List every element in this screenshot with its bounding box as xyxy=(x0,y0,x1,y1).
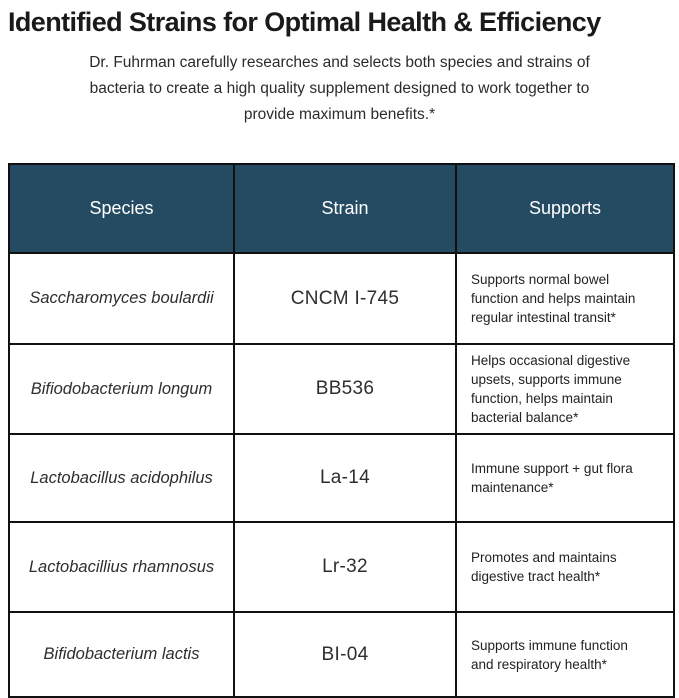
strain-cell: BI-04 xyxy=(234,612,456,697)
table-row xyxy=(9,253,674,344)
supports-cell: Promotes and maintains digestive tract health* xyxy=(456,522,674,612)
strains-table xyxy=(8,163,675,698)
table-row xyxy=(9,344,674,434)
page-subtitle: Dr. Fuhrman carefully researches and selects both species and strains of bacteria to create a high quality supplement designed to work together to provide maximum benefits.* xyxy=(89,54,590,123)
column-header-supports: Supports xyxy=(456,164,674,253)
supports-cell: Immune support + gut flora maintenance* xyxy=(456,434,674,522)
supports-cell: Helps occasional digestive upsets, supports immune function, helps maintain bacterial balance* xyxy=(456,344,674,434)
column-header-strain: Strain xyxy=(234,164,456,253)
column-header-species: Species xyxy=(9,164,234,253)
strain-cell: Lr-32 xyxy=(234,522,456,612)
table-row xyxy=(9,612,674,697)
table-row xyxy=(9,522,674,612)
species-cell: Bifiodobacterium longum xyxy=(9,344,234,434)
species-cell: Lactobacillius rhamnosus xyxy=(9,522,234,612)
strain-cell: CNCM I-745 xyxy=(234,253,456,344)
strain-cell: BB536 xyxy=(234,344,456,434)
table-header-row xyxy=(9,164,674,253)
strain-cell: La-14 xyxy=(234,434,456,522)
page-title: Identified Strains for Optimal Health & Efficiency xyxy=(8,7,601,37)
species-cell: Bifidobacterium lactis xyxy=(9,612,234,697)
supports-cell: Supports normal bowel function and helps maintain regular intestinal transit* xyxy=(456,253,674,344)
species-cell: Saccharomyces boulardii xyxy=(9,253,234,344)
supports-cell: Supports immune function and respiratory health* xyxy=(456,612,674,697)
table-row xyxy=(9,434,674,522)
species-cell: Lactobacillus acidophilus xyxy=(9,434,234,522)
